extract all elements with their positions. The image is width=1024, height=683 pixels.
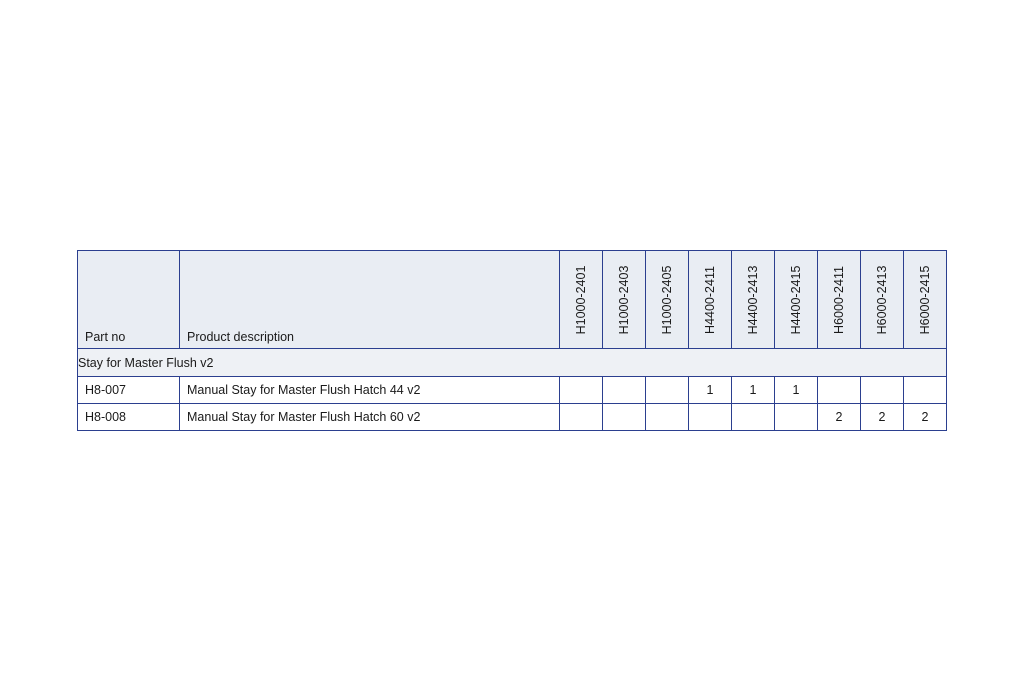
header-row bbox=[78, 251, 947, 349]
qty-cell bbox=[646, 404, 689, 431]
qty-cell: 2 bbox=[861, 404, 904, 431]
header-model: H4400-2413 bbox=[732, 251, 775, 349]
header-part-no: Part no bbox=[78, 251, 180, 349]
qty-cell bbox=[732, 404, 775, 431]
description-cell: Manual Stay for Master Flush Hatch 60 v2 bbox=[180, 404, 560, 431]
qty-cell bbox=[818, 377, 861, 404]
table-row bbox=[78, 377, 947, 404]
description-cell: Manual Stay for Master Flush Hatch 44 v2 bbox=[180, 377, 560, 404]
header-model: H1000-2401 bbox=[560, 251, 603, 349]
group-title: Stay for Master Flush v2 bbox=[78, 349, 947, 377]
parts-table-container bbox=[77, 250, 947, 431]
part-no-cell: H8-007 bbox=[78, 377, 180, 404]
table-row bbox=[78, 404, 947, 431]
header-model: H6000-2415 bbox=[904, 251, 947, 349]
qty-cell bbox=[689, 404, 732, 431]
part-no-cell: H8-008 bbox=[78, 404, 180, 431]
header-model: H1000-2405 bbox=[646, 251, 689, 349]
qty-cell bbox=[646, 377, 689, 404]
header-model: H4400-2411 bbox=[689, 251, 732, 349]
group-row bbox=[78, 349, 947, 377]
parts-table bbox=[77, 250, 947, 431]
qty-cell: 2 bbox=[904, 404, 947, 431]
qty-cell bbox=[560, 404, 603, 431]
header-model: H6000-2413 bbox=[861, 251, 904, 349]
header-description: Product description bbox=[180, 251, 560, 349]
qty-cell bbox=[775, 404, 818, 431]
header-model: H4400-2415 bbox=[775, 251, 818, 349]
qty-cell: 1 bbox=[732, 377, 775, 404]
qty-cell: 1 bbox=[775, 377, 818, 404]
qty-cell: 2 bbox=[818, 404, 861, 431]
header-model: H6000-2411 bbox=[818, 251, 861, 349]
qty-cell bbox=[560, 377, 603, 404]
qty-cell bbox=[861, 377, 904, 404]
qty-cell bbox=[904, 377, 947, 404]
header-model: H1000-2403 bbox=[603, 251, 646, 349]
qty-cell: 1 bbox=[689, 377, 732, 404]
qty-cell bbox=[603, 377, 646, 404]
qty-cell bbox=[603, 404, 646, 431]
